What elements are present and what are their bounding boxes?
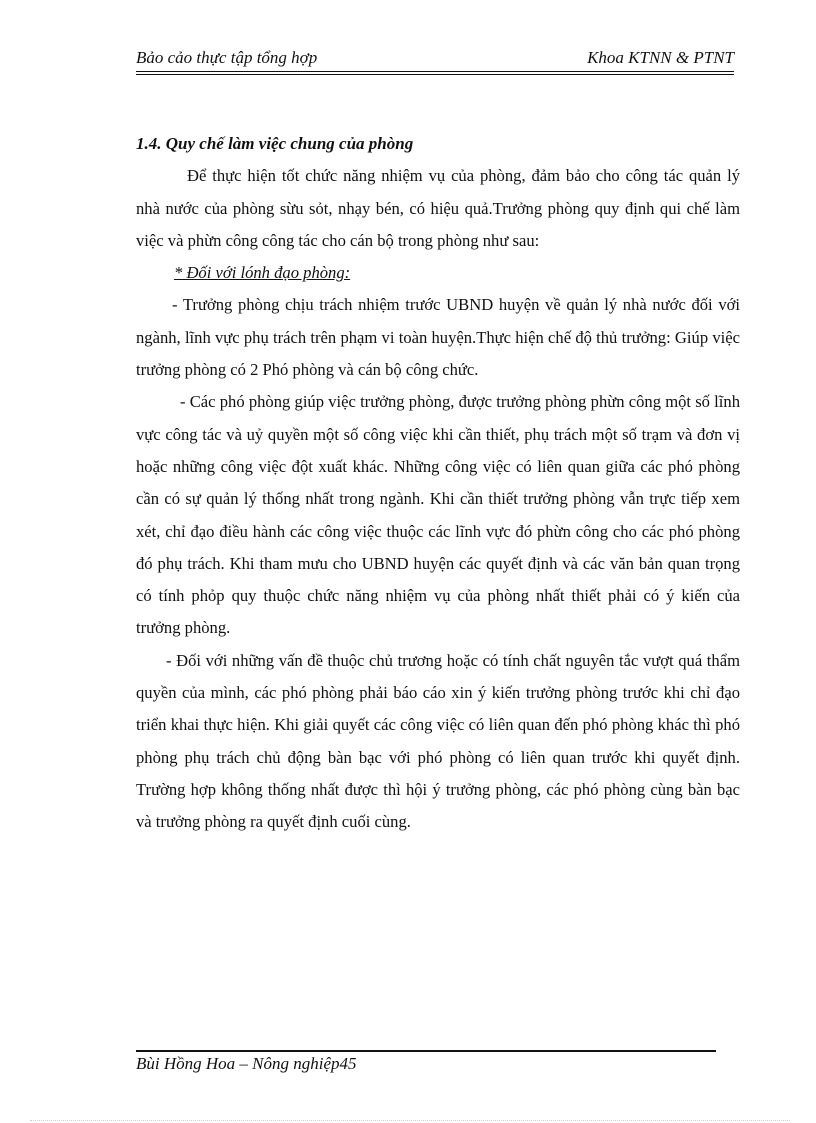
- header-department: Khoa KTNN & PTNT: [587, 48, 734, 67]
- body-paragraph: - Đối với những vấn đề thuộc chủ trương hoặc có tính chất nguyên tắc vượt quá thẩm quyền của mình, các phó phòng phải báo cáo xin ý kiến trưởng phòng trước khi chỉ đạo triển khai thực hiện. Khi giải quyết các công việc có liên quan đến phó phòng khác thì phó phòng phụ trách chủ động bàn bạc với phó phòng có liên quan trước khi quyết định. Trường hợp không thống nhất được thì hội ý trưởng phòng, các phó phòng cùng bàn bạc và trưởng phòng ra quyết định cuối cùng.: [136, 650, 740, 832]
- page-footer: Bùi Hồng Hoa – Nông nghiệp45: [136, 1054, 357, 1073]
- footer-rule: [136, 1050, 716, 1052]
- header-rule-top: [136, 71, 734, 72]
- body-paragraph: - Trưởng phòng chịu trách nhiệm trước UBND huyện về quản lý nhà nước đối với ngành, lĩnh vực phụ trách trên phạm vi toàn huyện.Thực hiện chế độ thủ trưởng: Giúp việc trưởng phòng có 2 Phó phòng và cán bộ công chức.: [136, 295, 740, 380]
- header-rule-bottom: [136, 74, 734, 75]
- section-heading: 1.4. Quy chế làm việc chung của phòng: [136, 134, 414, 153]
- header-title: Bảo cảo thực tập tổng hợp: [136, 48, 318, 67]
- section-subheading: * Đối với lónh đạo phòng:: [174, 263, 351, 283]
- page-bottom-edge: [30, 1120, 790, 1121]
- intro-paragraph: Để thực hiện tốt chức năng nhiệm vụ của phòng, đảm bảo cho công tác quản lý nhà nước của phòng sừu sỏt, nhạy bén, có hiệu quả.Trưởng phòng quy định qui chế làm việc và phừn công công tác cho cán bộ trong phòng như sau:: [136, 166, 740, 250]
- page-header: [136, 48, 734, 72]
- body-paragraph: - Các phó phòng giúp việc trưởng phòng, được trưởng phòng phừn công một số lĩnh vực công tác và uỷ quyền một số công việc khi cần thiết, phụ trách một số trạm và đơn vị hoặc những công việc đột xuất khác. Những công việc có liên quan giữa các phó phòng cần có sự quản lý thống nhất trong ngành. Khi cần thiết trưởng phòng vẫn trực tiếp xem xét, chỉ đạo điều hành các công việc thuộc các lĩnh vực đó phừn công cho các phó phòng đó phụ trách. Khi tham mưu cho UBND huyện các quyết định và các văn bản quan trọng có tính phỏp quy thuộc chức năng nhiệm vụ của phòng nhất thiết phải có ý kiến của trưởng phòng.: [136, 392, 740, 638]
- page-body: [136, 128, 740, 839]
